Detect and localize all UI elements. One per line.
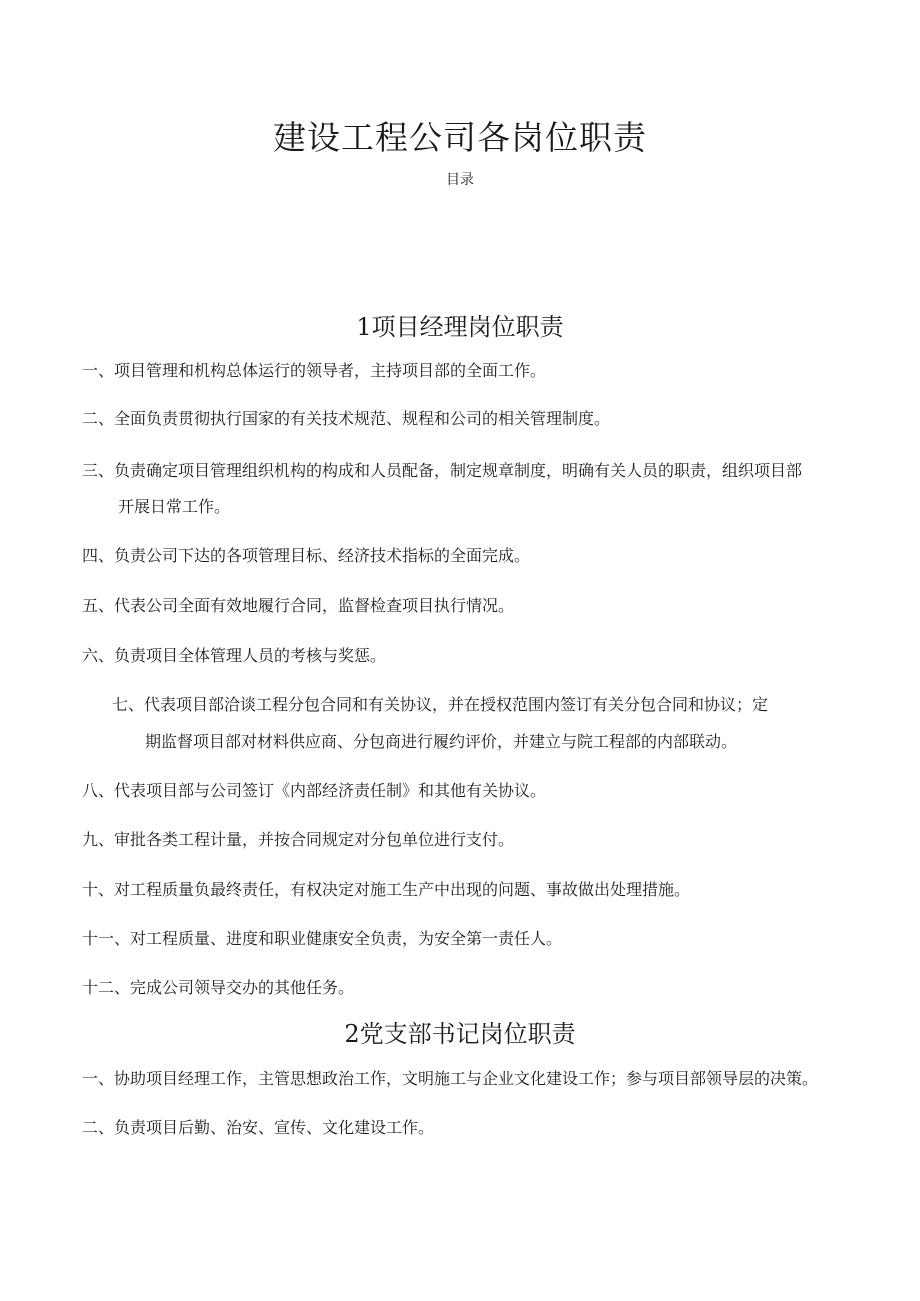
duty-item: 三、负责确定项目管理组织机构的构成和人员配备，制定规章制度，明确有关人员的职责，组织项目部 [82,461,803,480]
duty-item-continuation: 开展日常工作。 [118,497,231,516]
toc-label: 目录 [446,172,474,188]
duty-item: 一、协助项目经理工作，主管思想政治工作，文明施工与企业文化建设工作；参与项目部领导层的决策。 [82,1069,819,1088]
duty-item: 五、代表公司全面有效地履行合同，监督检查项目执行情况。 [82,596,515,615]
section-heading-party-secretary: 2党支部书记岗位职责 [344,1020,576,1048]
duty-item: 七、代表项目部洽谈工程分包合同和有关协议，并在授权范围内签订有关分包合同和协议；定 [112,695,769,714]
duty-item: 八、代表项目部与公司签订《内部经济责任制》和其他有关协议。 [82,781,547,800]
duty-item: 四、负责公司下达的各项管理目标、经济技术指标的全面完成。 [82,546,531,565]
duty-item: 十二、完成公司领导交办的其他任务。 [82,978,355,997]
duty-item: 十、对工程质量负最终责任，有权决定对施工生产中出现的问题、事故做出处理措施。 [82,880,691,899]
duty-item-continuation: 期监督项目部对材料供应商、分包商进行履约评价，并建立与院工程部的内部联动。 [145,732,738,751]
section-heading-project-manager: 1项目经理岗位职责 [356,313,564,341]
document-title: 建设工程公司各岗位职责 [273,118,647,157]
duty-item: 九、审批各类工程计量，并按合同规定对分包单位进行支付。 [82,830,515,849]
duty-item: 二、负责项目后勤、治安、宣传、文化建设工作。 [82,1118,435,1137]
duty-item: 十一、对工程质量、进度和职业健康安全负责，为安全第一责任人。 [82,929,563,948]
duty-item: 六、负责项目全体管理人员的考核与奖惩。 [82,646,387,665]
duty-item: 二、全面负责贯彻执行国家的有关技术规范、规程和公司的相关管理制度。 [82,409,611,428]
duty-item: 一、项目管理和机构总体运行的领导者，主持项目部的全面工作。 [82,361,547,380]
